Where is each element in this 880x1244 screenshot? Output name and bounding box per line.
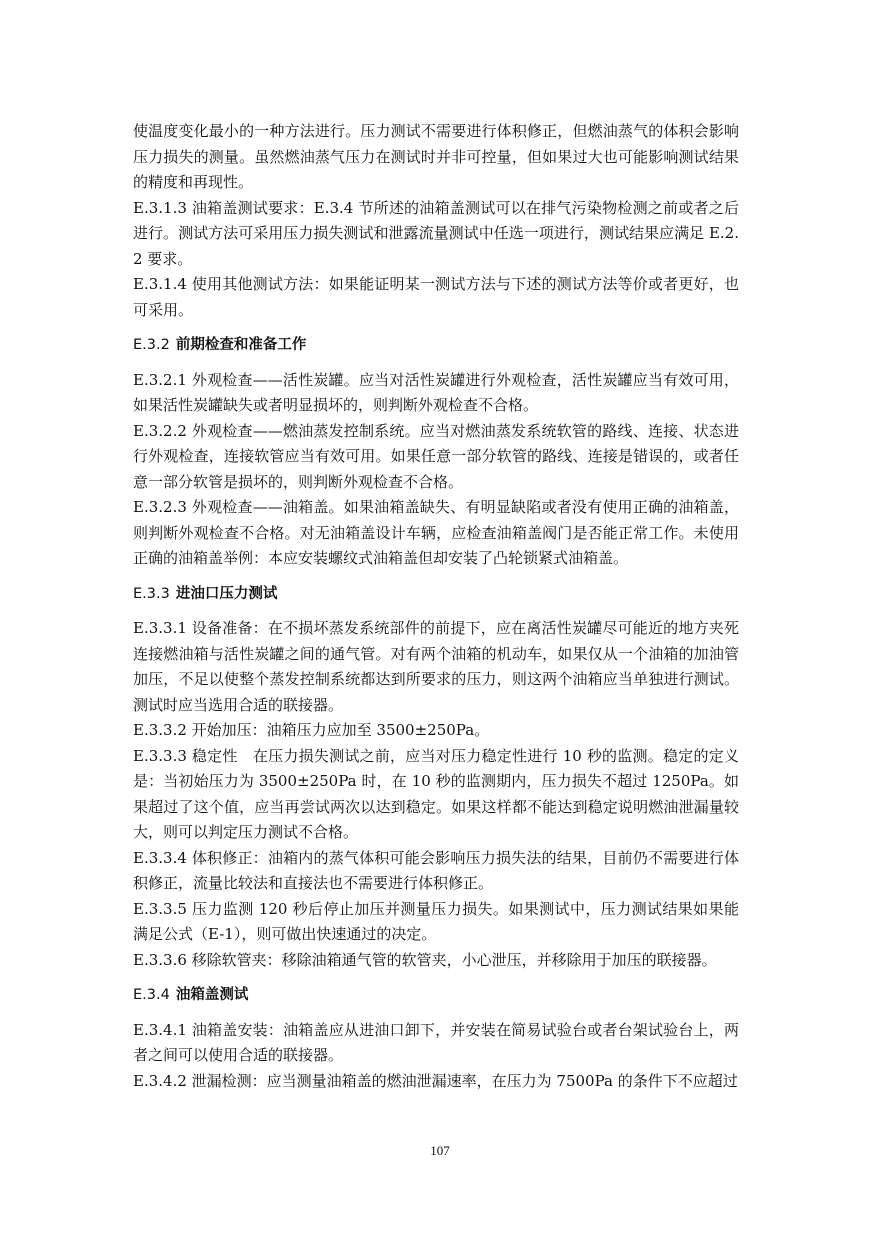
section-heading-e3-3 <box>133 582 739 608</box>
section-number: E.3.2 <box>133 337 170 353</box>
paragraph-e3-1-3: E.3.1.3 油箱盖测试要求：E.3.4 节所述的油箱盖测试可以在排气污染物检测之前或者之后进行。测试方法可采用压力损失测试和泄露流量测试中任选一项进行，测试结果应满足 E.2.2 要求。 <box>133 198 739 268</box>
paragraph-continuation: 使温度变化最小的一种方法进行。压力测试不需要进行体积修正，但燃油蒸气的体积会影响压力损失的测量。虽然燃油蒸气压力在测试时并非可控量，但如果过大也可能影响测试结果的精度和再现性。 <box>133 122 739 191</box>
paragraph-e3-3-6: E.3.3.6 移除软管夹：移除油箱通气管的软管夹，小心泄压，并移除用于加压的联接器。 <box>133 950 717 969</box>
section-title: 油箱盖测试 <box>175 987 249 1003</box>
paragraph-e3-3-1: E.3.3.1 设备准备：在不损坏蒸发系统部件的前提下，应在离活性炭罐尽可能近的地方夹死连接燃油箱与活性炭罐之间的通气管。对有两个油箱的机动车，如果仅从一个油箱的加油管加压，不足以使整个蒸发控制系统都达到所要求的压力，则这两个油箱应当单独进行测试。测试时应当选用合适的联接器。 <box>133 619 739 714</box>
paragraph-e3-3-3: E.3.3.3 稳定性 在压力损失测试之前，应当对压力稳定性进行 10 秒的监测。稳定的定义是：当初始压力为 3500±250Pa 时，在 10 秒的监测期内，压力损失不超过 1250Pa。如果超过了这个值，应当再尝试两次以达到稳定。如果这样都不能达到稳定说明燃油泄漏量较大，则可以判定压力测试不合格。 <box>133 746 739 841</box>
paragraph-e3-1-4: E.3.1.4 使用其他测试方法：如果能证明某一测试方法与下述的测试方法等价或者更好，也可采用。 <box>133 275 739 319</box>
paragraph-e3-3-4: E.3.3.4 体积修正：油箱内的蒸气体积可能会影响压力损失法的结果，目前仍不需要进行体积修正，流量比较法和直接法也不需要进行体积修正。 <box>133 848 739 892</box>
paragraph-e3-2-2: E.3.2.2 外观检查——燃油蒸发控制系统。应当对燃油蒸发系统软管的路线、连接、状态进行外观检查，连接软管应当有效可用。如果任意一部分软管的路线、连接是错误的，或者任意一部分软管是损坏的，则判断外观检查不合格。 <box>133 421 739 491</box>
section-title: 进油口压力测试 <box>175 585 278 602</box>
section-heading-e3-2 <box>133 333 739 359</box>
paragraph-e3-3-2: E.3.3.2 开始加压：油箱压力应加至 3500±250Pa。 <box>133 721 490 739</box>
paragraph-e3-4-2: E.3.4.2 泄漏检测：应当测量油箱盖的燃油泄漏速率，在压力为 7500Pa 的条件下不应超过 <box>133 1071 738 1090</box>
section-number: E.3.4 <box>133 987 170 1003</box>
paragraph-e3-2-1: E.3.2.1 外观检查——活性炭罐。应当对活性炭罐进行外观检查，活性炭罐应当有效可用，如果活性炭罐缺失或者明显损坏的，则判断外观检查不合格。 <box>133 370 739 414</box>
paragraph-e3-3-5: E.3.3.5 压力监测 120 秒后停止加压并测量压力损失。如果测试中，压力测试结果如果能满足公式（E-1），则可做出快速通过的决定。 <box>133 899 739 943</box>
page-body <box>133 119 739 1094</box>
page-number: 107 <box>430 1143 450 1158</box>
paragraph-e3-4-1: E.3.4.1 油箱盖安装：油箱盖应从进油口卸下，并安装在简易试验台或者台架试验台上，两者之间可以使用合适的联接器。 <box>133 1020 739 1064</box>
paragraph-e3-2-3: E.3.2.3 外观检查——油箱盖。如果油箱盖缺失、有明显缺陷或者没有使用正确的油箱盖，则判断外观检查不合格。对无油箱盖设计车辆，应检查油箱盖阀门是否能正常工作。未使用正确的油箱盖举例：本应安装螺纹式油箱盖但却安装了凸轮锁紧式油箱盖。 <box>133 498 739 567</box>
section-title: 前期检查和准备工作 <box>175 337 307 353</box>
section-number: E.3.3 <box>133 585 170 602</box>
section-heading-e3-4 <box>133 983 739 1009</box>
